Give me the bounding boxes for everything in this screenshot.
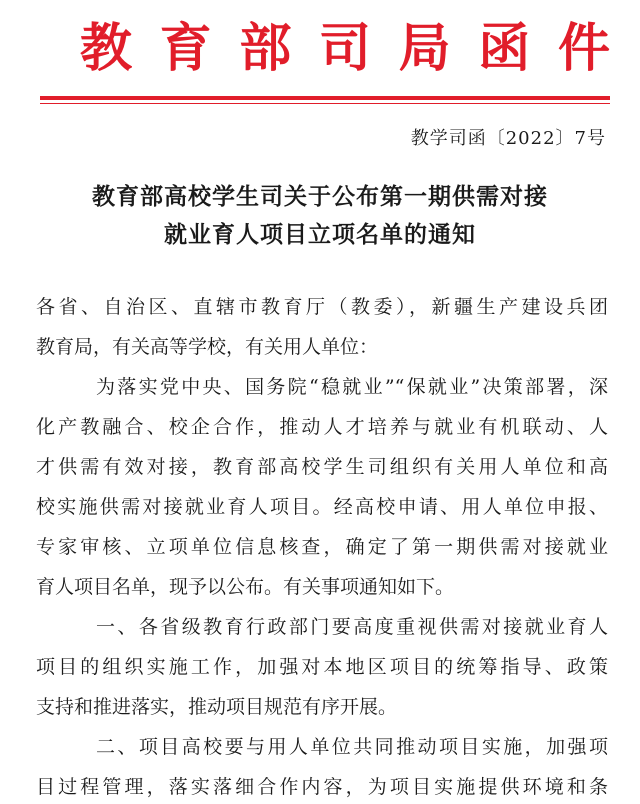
- document-title-line: 就业育人项目立项名单的通知: [164, 222, 476, 248]
- letterhead-char: 育: [159, 19, 212, 79]
- letterhead-char: 教: [80, 19, 133, 79]
- document-number: 教学司函〔2022〕7号: [410, 128, 606, 149]
- paragraph-line: 育人项目名单，现予以公布。有关事项通知如下。: [36, 576, 455, 598]
- letterhead-char: 局: [398, 19, 451, 79]
- salutation-line: 各省、自治区、直辖市教育厅（教委），新疆生产建设兵团: [36, 296, 608, 318]
- paragraph-line: 二、项目高校要与用人单位共同推动项目实施，加强项: [96, 736, 608, 758]
- letterhead-rule-thin: [40, 103, 610, 104]
- paragraph-line: 校实施供需对接就业育人项目。经高校申请、用人单位申报、: [36, 496, 608, 518]
- paragraph-line: 为落实党中央、国务院“稳就业”“保就业”决策部署，深: [96, 376, 608, 398]
- paragraph-line: 化产教融合、校企合作，推动人才培养与就业有机联动、人: [36, 416, 608, 438]
- paragraph-line: 一、各省级教育行政部门要高度重视供需对接就业育人: [96, 616, 608, 638]
- paragraph-line: 项目的组织实施工作，加强对本地区项目的统筹指导、政策: [36, 656, 608, 678]
- salutation-line: 教育局，有关高等学校，有关用人单位：: [36, 336, 379, 358]
- letterhead-char: 件: [557, 19, 610, 79]
- document-title-line: 教育部高校学生司关于公布第一期供需对接: [92, 184, 548, 210]
- paragraph-line: 支持和推进落实，推动项目规范有序开展。: [36, 696, 398, 718]
- letterhead-char: 司: [318, 19, 371, 79]
- paragraph-line: 目过程管理，落实落细合作内容，为项目实施提供环境和条: [36, 776, 608, 798]
- letterhead: [80, 14, 610, 84]
- paragraph-line: 才供需有效对接，教育部高校学生司组织有关用人单位和高: [36, 456, 608, 478]
- letterhead-char: 函: [478, 19, 531, 79]
- paragraph-line: 专家审核、立项单位信息核查，确定了第一期供需对接就业: [36, 536, 608, 558]
- letterhead-char: 部: [239, 19, 292, 79]
- letterhead-rule-thick: [40, 96, 610, 100]
